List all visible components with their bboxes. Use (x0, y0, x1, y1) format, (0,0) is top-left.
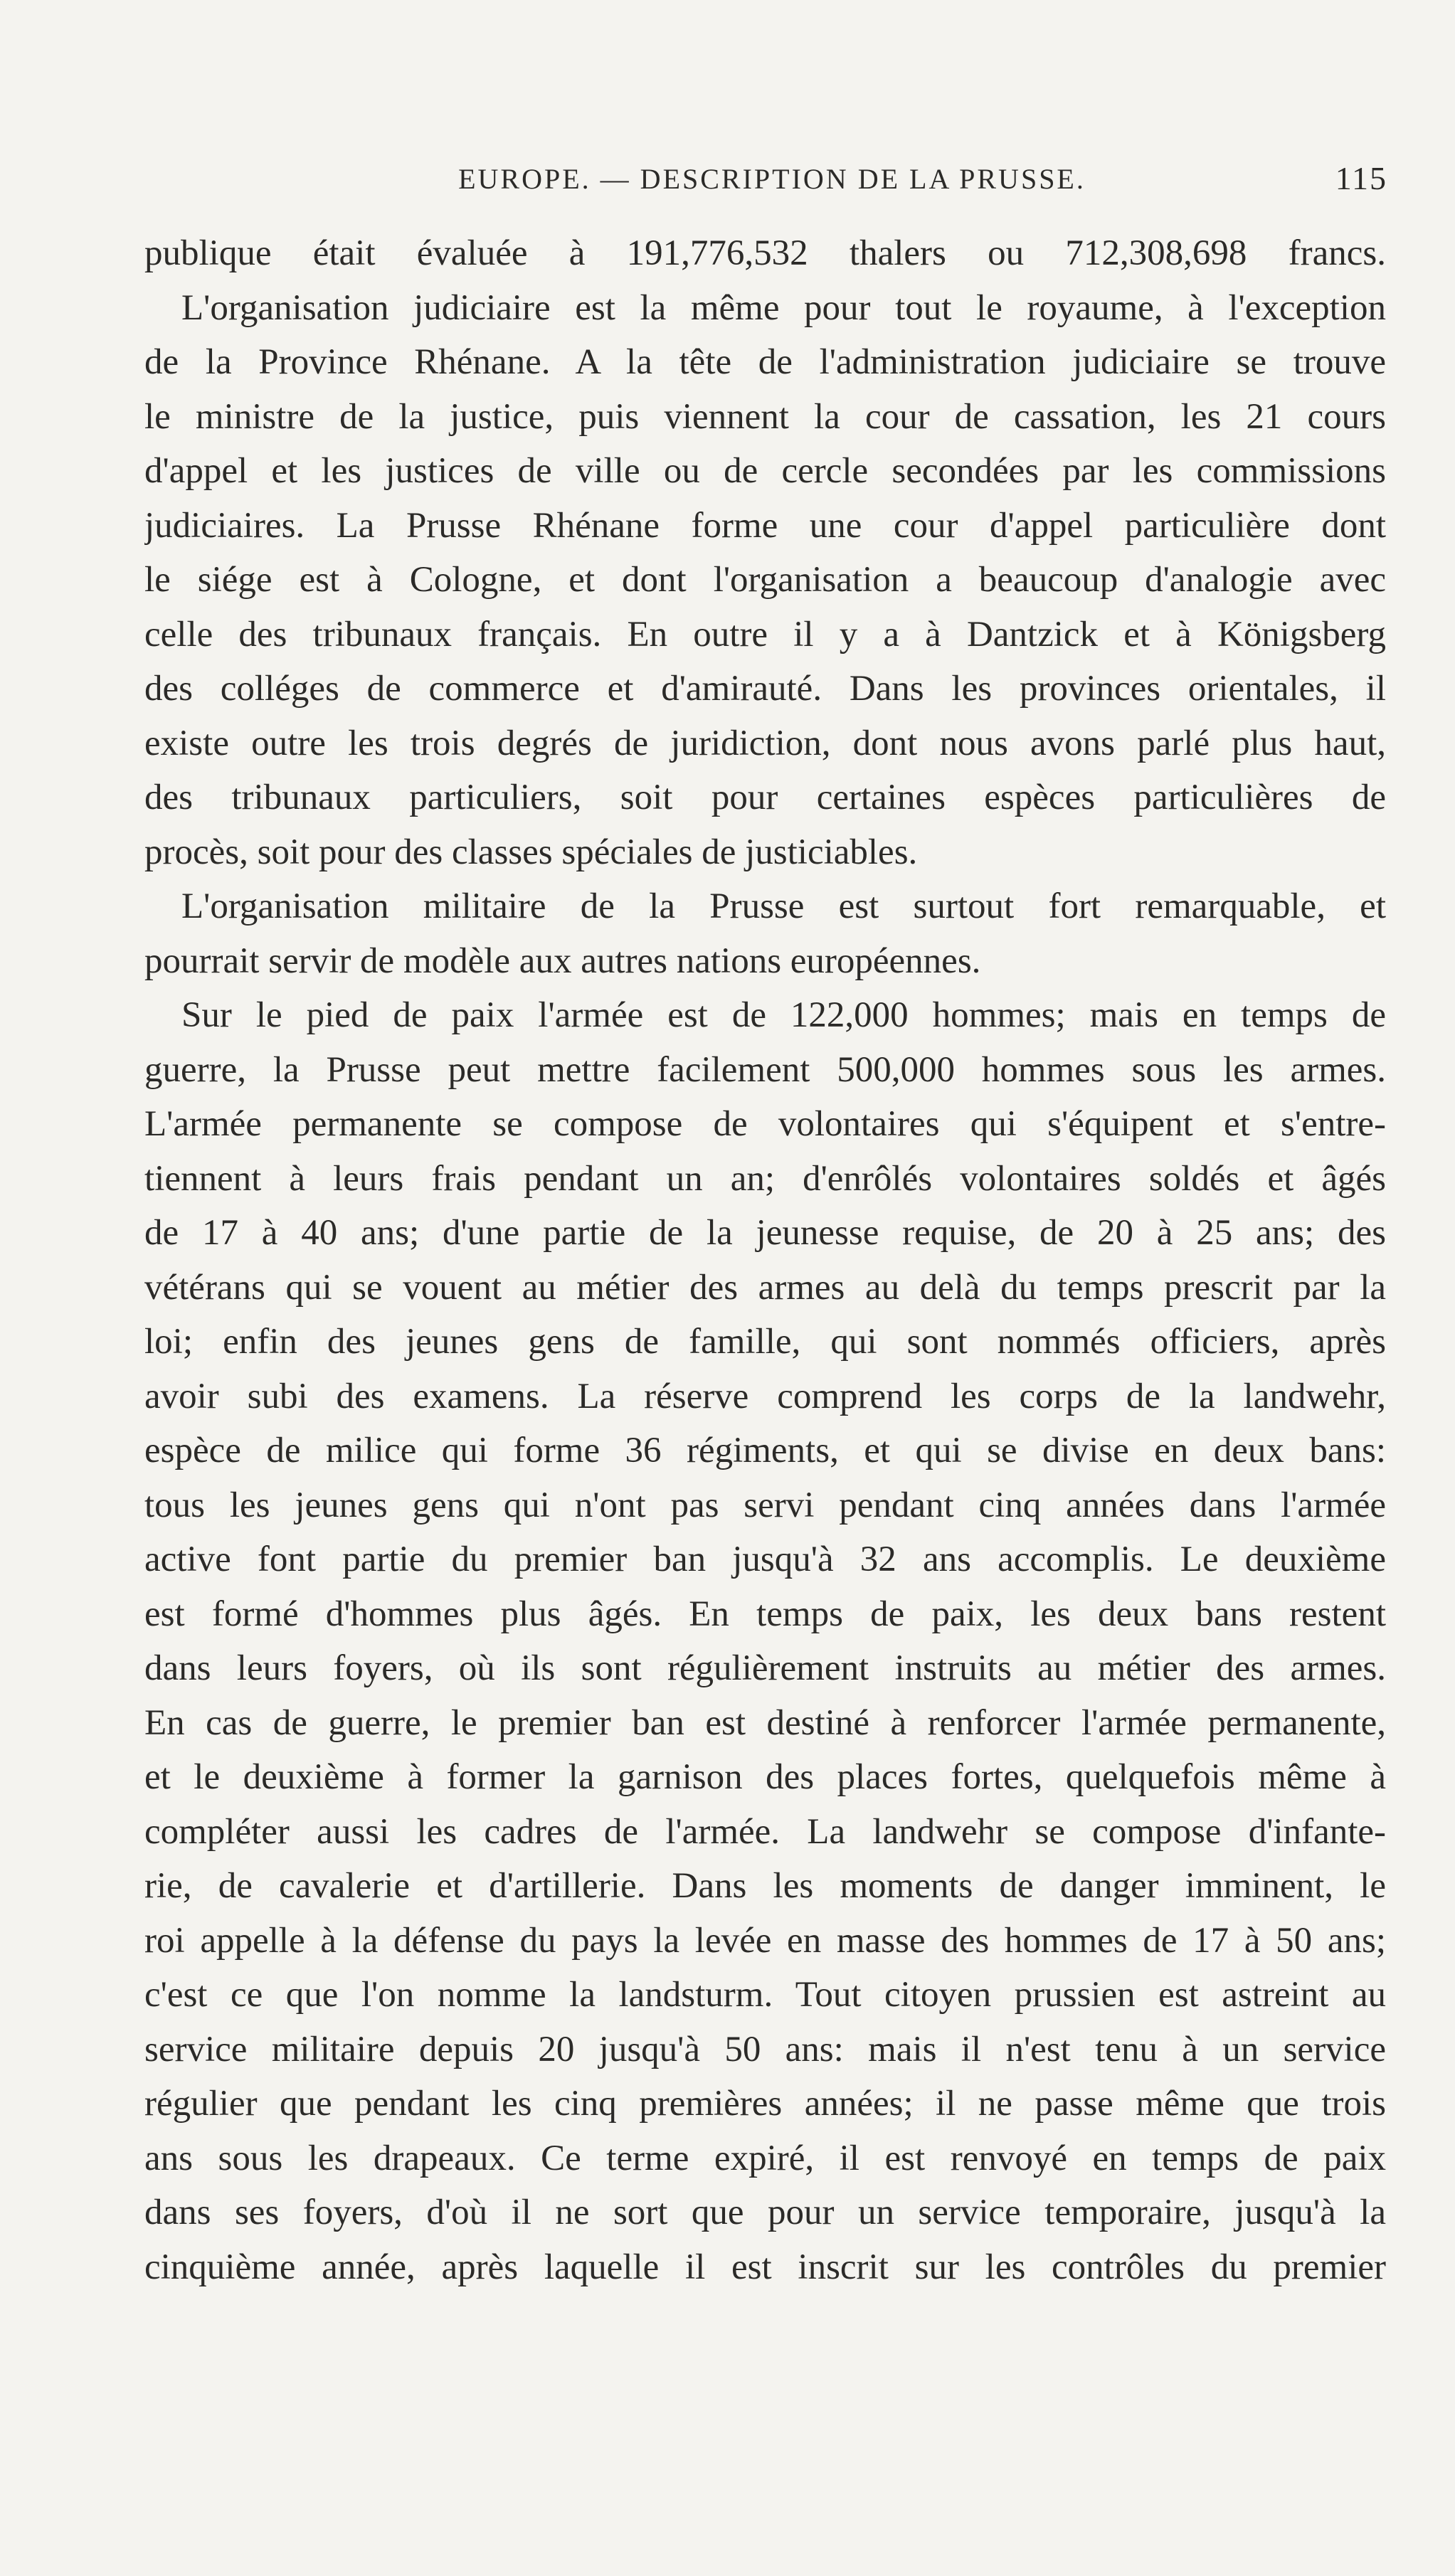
text-line: publique était évaluée à 191,776,532 thalers ou 712,308,698 francs. (144, 233, 1386, 273)
body-text (144, 226, 1386, 2294)
text-line: est formé d'hommes plus âgés. En temps de paix, les deux bans restent (144, 1594, 1386, 1634)
text-line: vétérans qui se vouent au métier des armes au delà du temps prescrit par la (144, 1267, 1386, 1308)
text-line: régulier que pendant les cinq premières années; il ne passe même que trois (144, 2084, 1386, 2124)
text-line: L'armée permanente se compose de volontaires qui s'équipent et s'entre- (144, 1104, 1386, 1144)
text-line: des colléges de commerce et d'amirauté. Dans les provinces orientales, il (144, 669, 1386, 709)
text-line: le ministre de la justice, puis viennent la cour de cassation, les 21 cours (144, 396, 1386, 437)
text-line: d'appel et les justices de ville ou de cercle secondées par les commissions (144, 451, 1386, 491)
text-line: ans sous les drapeaux. Ce terme expiré, il est renvoyé en temps de paix (144, 2138, 1386, 2178)
page-number: 115 (1335, 160, 1387, 196)
text-line: de la Province Rhénane. A la tête de l'administration judiciaire se trouve (144, 342, 1386, 382)
text-line: celle des tribunaux français. En outre il y a à Dantzick et à Königsberg (144, 614, 1386, 654)
text-line: dans leurs foyers, où ils sont régulièrement instruits au métier des armes. (144, 1648, 1386, 1688)
text-line: avoir subi des examens. La réserve comprend les corps de la landwehr, (144, 1376, 1386, 1416)
text-line: L'organisation militaire de la Prusse est surtout fort remarquable, et (181, 886, 1386, 926)
text-line: cinquième année, après laquelle il est inscrit sur les contrôles du premier (144, 2247, 1386, 2287)
text-line: tous les jeunes gens qui n'ont pas servi pendant cinq années dans l'armée (144, 1485, 1386, 1525)
text-line: des tribunaux particuliers, soit pour certaines espèces particulières de (144, 778, 1386, 817)
text-line: compléter aussi les cadres de l'armée. La landwehr se compose d'infante- (144, 1811, 1386, 1852)
text-line: espèce de milice qui forme 36 régiments, et qui se divise en deux bans: (144, 1431, 1386, 1470)
text-line: judiciaires. La Prusse Rhénane forme une cour d'appel particulière dont (144, 505, 1386, 546)
text-line: pourrait servir de modèle aux autres nations européennes. (144, 940, 981, 981)
text-line: active font partie du premier ban jusqu'à 32 ans accomplis. Le deuxième (144, 1539, 1386, 1579)
text-line: dans ses foyers, d'où il ne sort que pour un service temporaire, jusqu'à la (144, 2193, 1386, 2232)
text-line: tiennent à leurs frais pendant un an; d'enrôlés volontaires soldés et âgés (144, 1158, 1386, 1199)
text-line: le siége est à Cologne, et dont l'organisation a beaucoup d'analogie avec (144, 560, 1386, 600)
text-line: L'organisation judiciaire est la même pour tout le royaume, à l'exception (181, 287, 1386, 328)
text-line: procès, soit pour des classes spéciales de justiciables. (144, 832, 918, 872)
text-line: et le deuxième à former la garnison des places fortes, quelquefois même à (144, 1757, 1386, 1797)
text-line: rie, de cavalerie et d'artillerie. Dans les moments de danger imminent, le (144, 1866, 1386, 1906)
page-header (142, 162, 1387, 205)
text-line: Sur le pied de paix l'armée est de 122,000 hommes; mais en temps de (181, 995, 1386, 1035)
text-line: service militaire depuis 20 jusqu'à 50 ans: mais il n'est tenu à un service (144, 2029, 1386, 2069)
text-line: roi appelle à la défense du pays la levée en masse des hommes de 17 à 50 ans; (144, 1920, 1386, 1961)
running-head: EUROPE. — DESCRIPTION DE LA PRUSSE. (458, 163, 1086, 195)
text-line: loi; enfin des jeunes gens de famille, qui sont nommés officiers, après (144, 1322, 1386, 1362)
text-line: c'est ce que l'on nomme la landsturm. Tout citoyen prussien est astreint au (144, 1975, 1386, 2015)
text-line: existe outre les trois degrés de juridiction, dont nous avons parlé plus haut, (144, 723, 1386, 763)
text-line: de 17 à 40 ans; d'une partie de la jeunesse requise, de 20 à 25 ans; des (144, 1213, 1386, 1253)
text-line: En cas de guerre, le premier ban est destiné à renforcer l'armée permanente, (144, 1702, 1386, 1743)
text-line: guerre, la Prusse peut mettre facilement 500,000 hommes sous les armes. (144, 1049, 1386, 1090)
